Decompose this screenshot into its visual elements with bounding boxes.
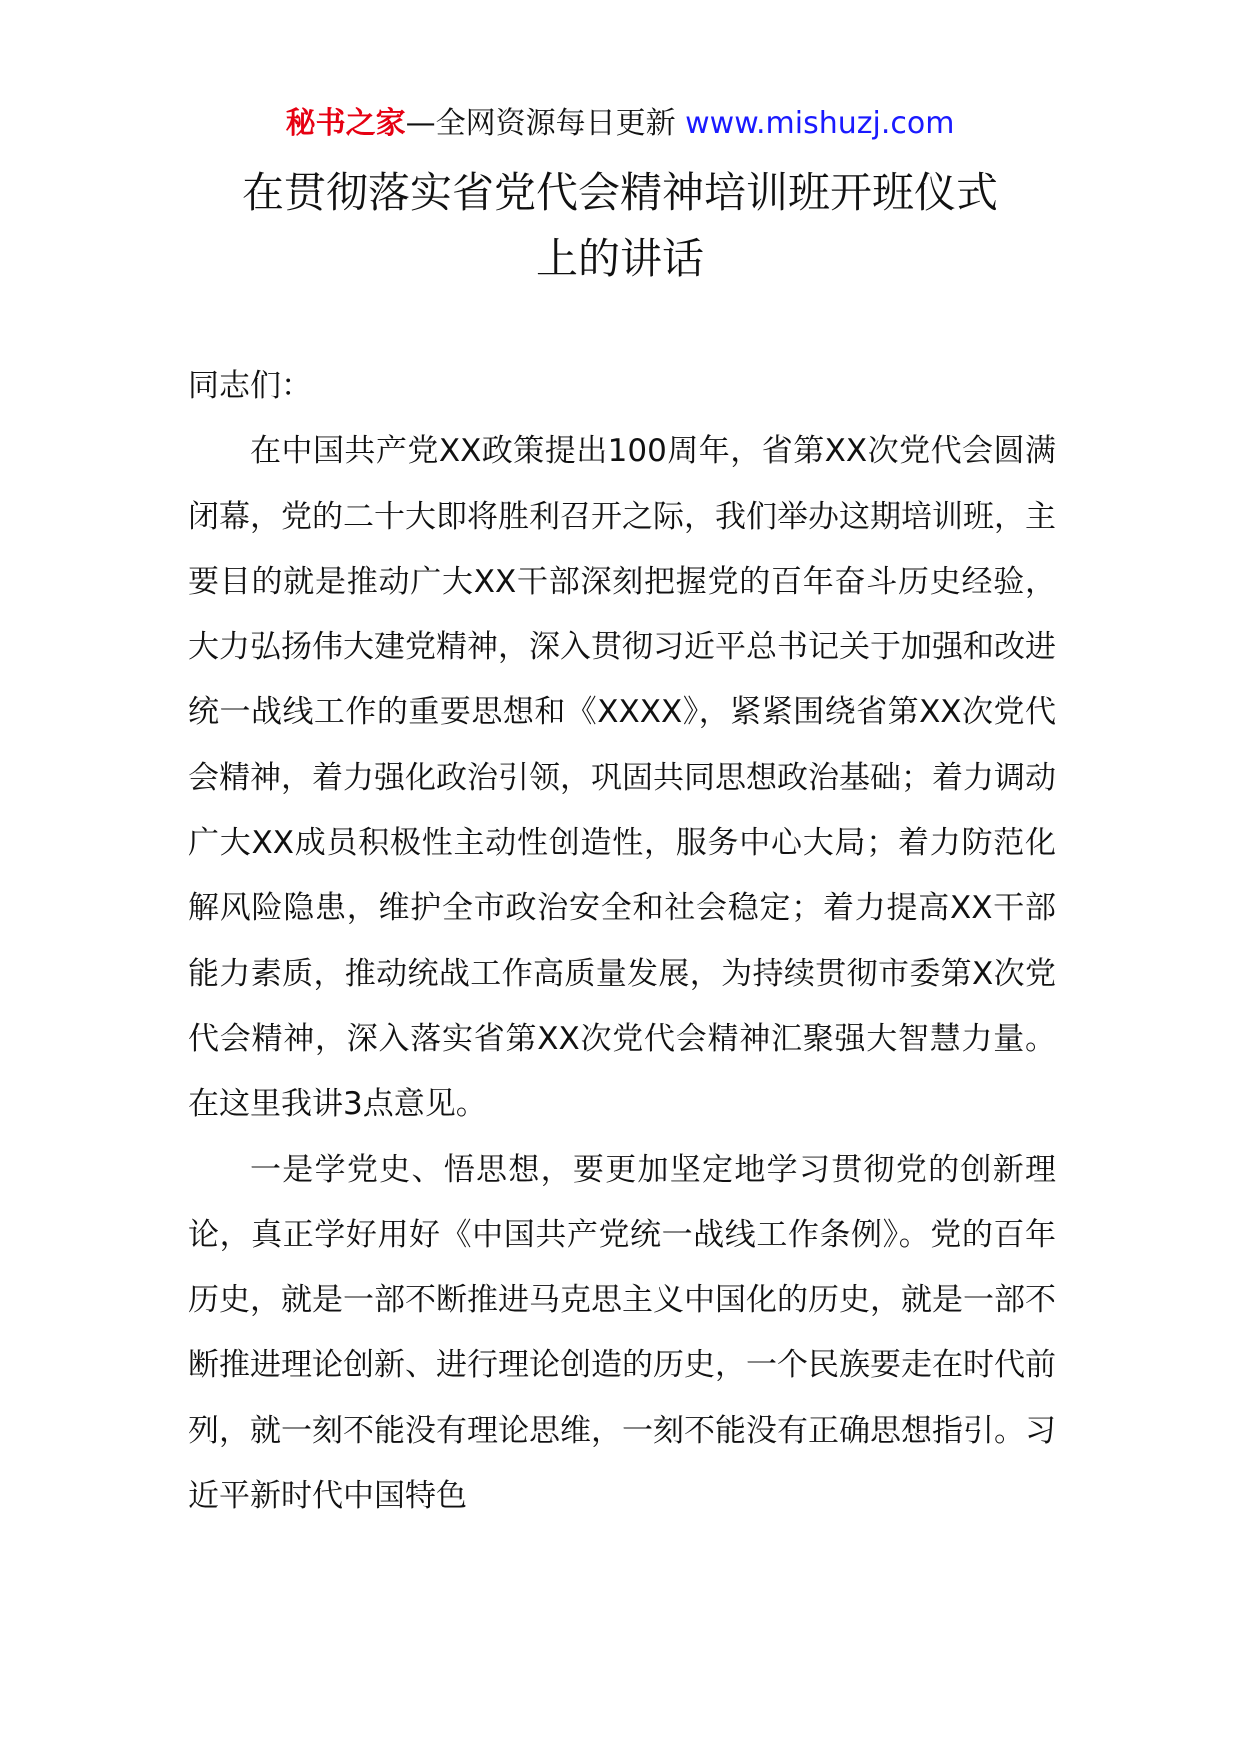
document-title bbox=[150, 160, 1090, 292]
document-title-line-2: 上的讲话 bbox=[535, 234, 704, 283]
site-url-link[interactable]: www.mishuzj.com bbox=[685, 106, 955, 141]
site-brand: 秘书之家 bbox=[285, 106, 406, 141]
body-paragraph-1: 在中国共产党XX政策提出100周年，省第XX次党代会圆满闭幕，党的二十大即将胜利召开之际，我们举办这期培训班，主要目的就是推动广大XX干部深刻把握党的百年奋斗历史经验，大力弘扬伟大建党精神，深入贯彻习近平总书记关于加强和改进统一战线工作的重要思想和《XXXX》，紧紧围绕省第XX次党代会精神，着力强化政治引领，巩固共同思想政治基础；着力调动广大XX成员积极性主动性创造性，服务中心大局；着力防范化解风险隐患，维护全市政治安全和社会稳定；着力提高XX干部能力素质，推动统战工作高质量发展，为持续贯彻市委第X次党代会精神，深入落实省第XX次党代会精神汇聚强大智慧力量。在这里我讲3点意见。 bbox=[188, 433, 1056, 1123]
body-paragraph-2: 一是学党史、悟思想，要更加坚定地学习贯彻党的创新理论，真正学好用好《中国共产党统一战线工作条例》。党的百年历史，就是一部不断推进马克思主义中国化的历史，就是一部不断推进理论创新、进行理论创造的历史，一个民族要走在时代前列，就一刻不能没有理论思维，一刻不能没有正确思想指引。习近平新时代中国特色 bbox=[188, 1151, 1056, 1515]
site-tagline: —全网资源每日更新 bbox=[405, 106, 686, 141]
salutation: 同志们： bbox=[188, 368, 312, 404]
document-title-line-1: 在贯彻落实省党代会精神培训班开班仪式 bbox=[241, 168, 998, 217]
site-header bbox=[0, 102, 1240, 146]
document-body bbox=[188, 354, 1056, 1529]
